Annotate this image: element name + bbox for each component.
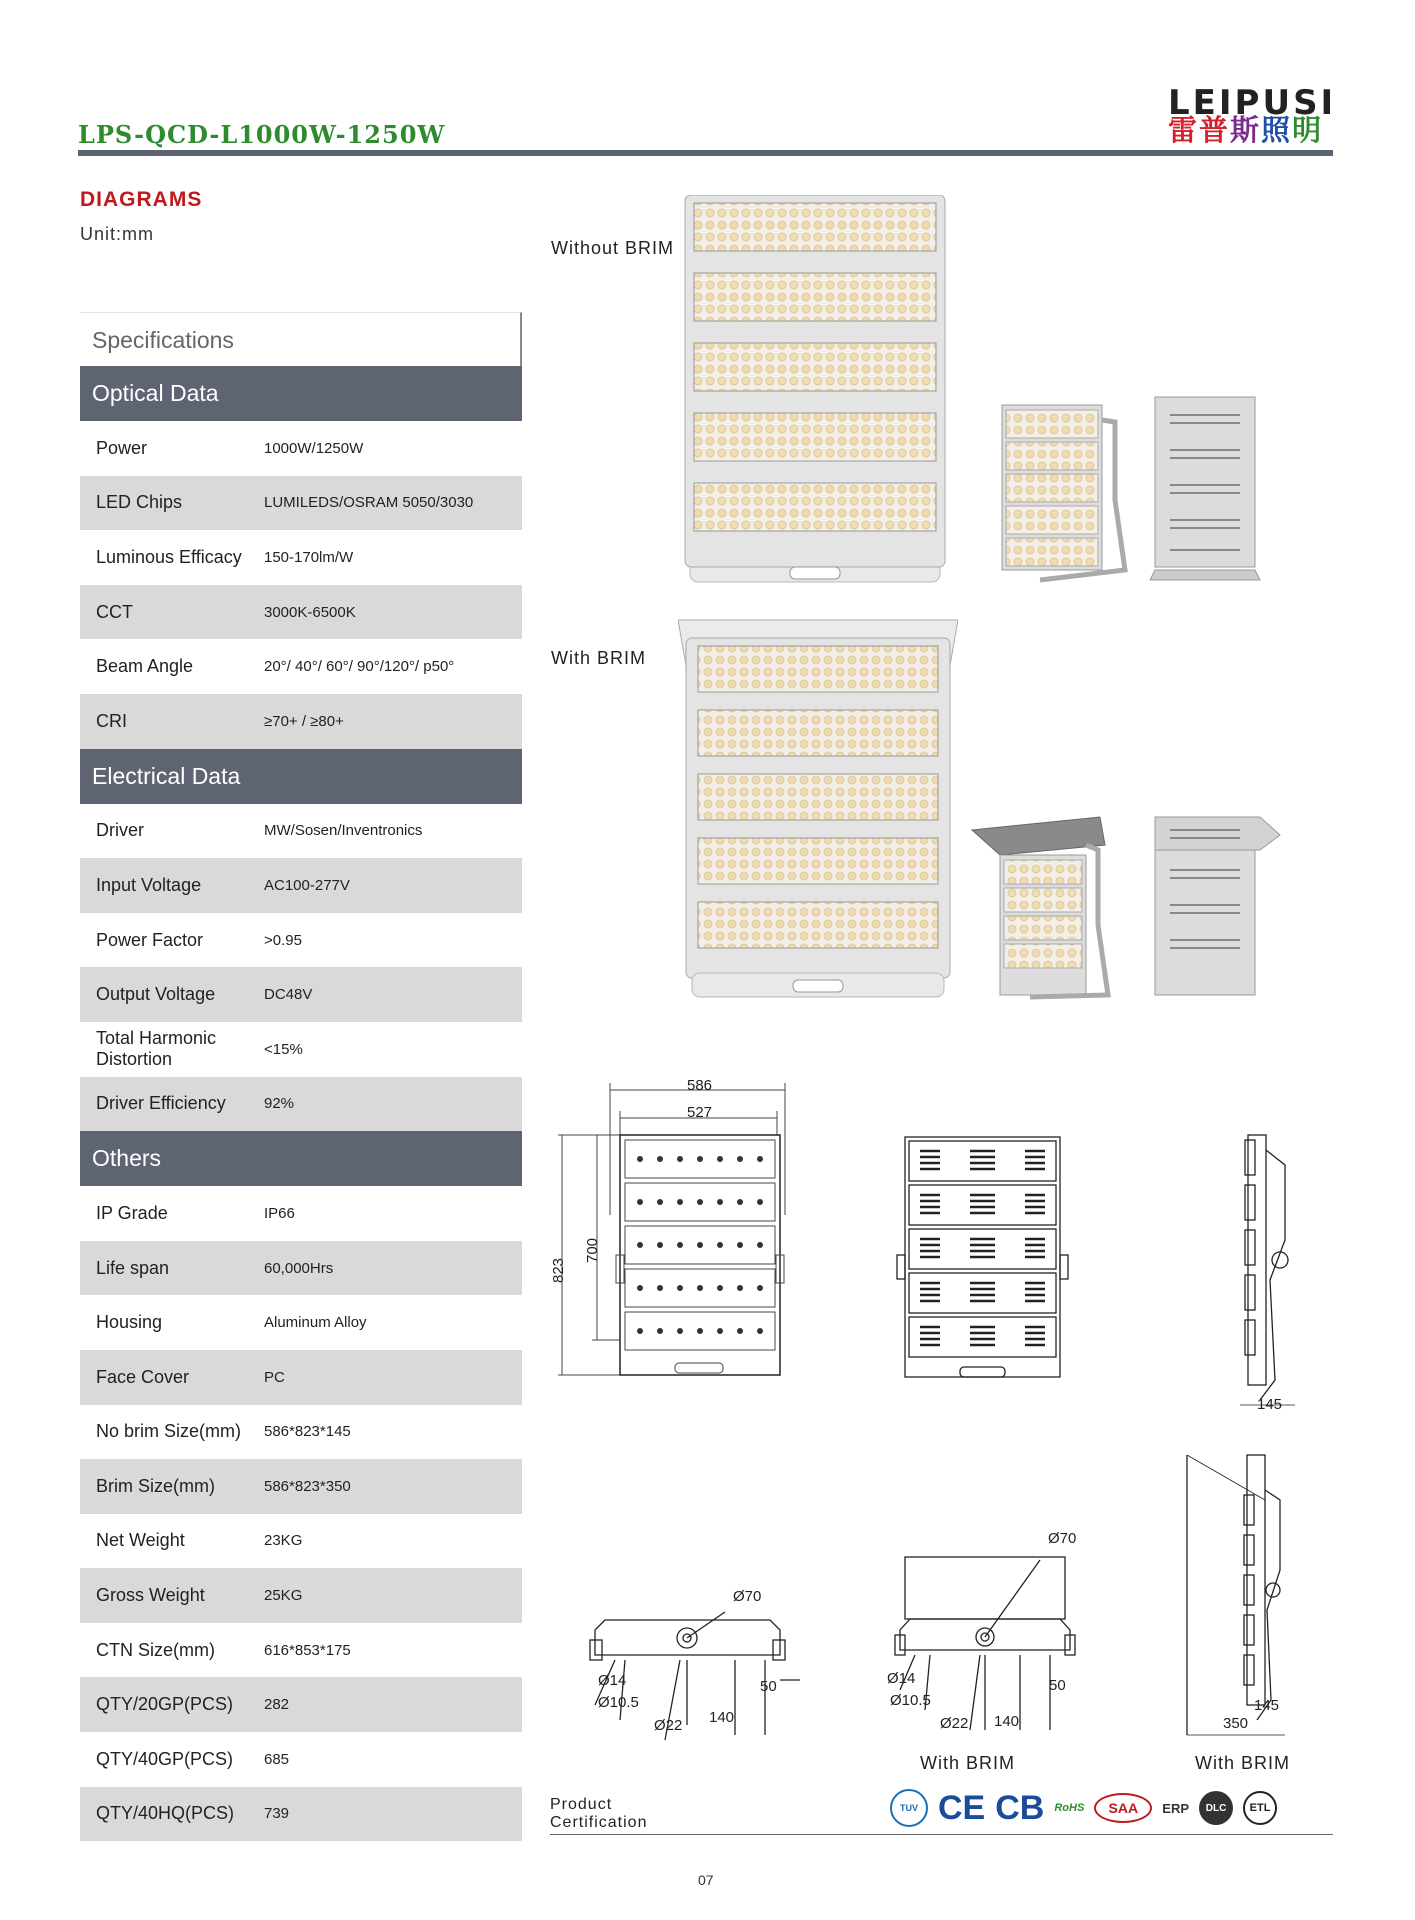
spec-value: >0.95 (264, 931, 302, 949)
fixture-angle-photo (1000, 400, 1130, 585)
spec-value: IP66 (264, 1204, 295, 1222)
spec-heading: Specifications (80, 312, 522, 366)
certification-label (550, 1796, 647, 1832)
cert-divider (550, 1834, 1333, 1835)
spec-label: Life span (96, 1257, 170, 1278)
spec-value: 60,000Hrs (264, 1259, 334, 1277)
spec-value: 3000K-6500K (264, 603, 356, 621)
dim-140-a: 140 (709, 1709, 735, 1726)
caption-with-brim-2: With BRIM (1195, 1753, 1291, 1773)
spec-row (80, 639, 522, 694)
dim-586: 586 (687, 1077, 713, 1094)
spec-label: CRI (96, 710, 127, 731)
cert-icons (890, 1788, 1277, 1828)
spec-label: Housing (96, 1312, 163, 1333)
spec-value: PC (264, 1368, 285, 1386)
spec-label: Luminous Efficacy (96, 546, 242, 567)
spec-label: QTY/20GP(PCS) (96, 1694, 234, 1715)
brand-cn-char: 斯 (1230, 113, 1262, 147)
saa-icon: SAA (1094, 1793, 1152, 1823)
rohs-icon: RoHS (1054, 1802, 1085, 1814)
dim-phi70-a: Ø70 (733, 1588, 762, 1605)
brand-cn-char: 雷 (1168, 113, 1200, 147)
dim-50-a: 50 (760, 1678, 777, 1695)
spec-row (80, 421, 522, 476)
spec-value: 282 (264, 1696, 290, 1714)
spec-label: Power Factor (96, 929, 204, 950)
spec-value: MW/Sosen/Inventronics (264, 822, 423, 840)
dim-phi22-b: Ø22 (940, 1715, 969, 1732)
section-header: Electrical Data (80, 749, 522, 804)
model-title: LPS-QCD-L1000W-1250W (78, 120, 446, 149)
spec-table (80, 312, 522, 1841)
spec-row (80, 1350, 522, 1405)
fixture-brim-back-photo (1150, 815, 1285, 1005)
header-bar (78, 150, 1333, 156)
dim-350: 350 (1223, 1715, 1249, 1732)
fixture-back-photo (1150, 395, 1265, 585)
brand-cn-char: 普 (1199, 113, 1231, 147)
spec-value: Aluminum Alloy (264, 1314, 367, 1332)
without-brim-label: Without BRIM (551, 238, 675, 258)
dim-700: 700 (584, 1237, 602, 1264)
spec-label: Net Weight (96, 1530, 185, 1551)
dim-phi14-b: Ø14 (887, 1670, 916, 1687)
spec-label: CCT (96, 601, 133, 622)
cert-label-line2: Certification (550, 1814, 648, 1831)
spec-label: Beam Angle (96, 656, 194, 677)
tuv-icon: TUV (890, 1789, 928, 1827)
spec-label: IP Grade (96, 1202, 168, 1223)
ce-icon: CE (938, 1788, 986, 1827)
dlc-icon: DLC (1199, 1791, 1233, 1825)
spec-label: Input Voltage (96, 874, 202, 895)
fixture-front-photo (680, 195, 950, 587)
spec-row (80, 858, 522, 913)
spec-value: ≥70+ / ≥80+ (264, 712, 344, 730)
spec-value: 20°/ 40°/ 60°/ 90°/120°/ p50° (264, 658, 455, 676)
dim-phi105-b: Ø10.5 (890, 1692, 931, 1709)
dim-145-brim: 145 (1254, 1697, 1280, 1714)
erp-icon: ERP (1162, 1800, 1190, 1816)
dim-527: 527 (687, 1104, 713, 1121)
spec-row (80, 585, 522, 640)
spec-value: 92% (264, 1095, 295, 1113)
spec-row (80, 1787, 522, 1842)
spec-row (80, 1241, 522, 1296)
spec-row (80, 694, 522, 749)
spec-value: 25KG (264, 1587, 303, 1605)
spec-row (80, 1514, 522, 1569)
section-header: Others (80, 1131, 522, 1186)
spec-row (80, 1186, 522, 1241)
cb-icon: CB (995, 1788, 1045, 1827)
spec-row (80, 1732, 522, 1787)
spec-label: No brim Size(mm) (96, 1421, 242, 1442)
spec-row (80, 1077, 522, 1132)
dim-50-b: 50 (1049, 1677, 1066, 1694)
spec-value: LUMILEDS/OSRAM 5050/3030 (264, 494, 474, 512)
brand-cn-char: 照 (1261, 113, 1293, 147)
spec-label: QTY/40HQ(PCS) (96, 1803, 235, 1824)
spec-row (80, 1022, 522, 1077)
spec-value: AC100-277V (264, 876, 350, 894)
brand-cn-char: 明 (1292, 113, 1324, 147)
spec-label: QTY/40GP(PCS) (96, 1748, 234, 1769)
back-dimension-drawing (895, 1135, 1070, 1385)
brand-logo-cn (1168, 113, 1324, 147)
spec-value: <15% (264, 1040, 303, 1058)
with-brim-label: With BRIM (551, 648, 647, 668)
bottom-view-brim-drawing (890, 1555, 1080, 1740)
section-header: Optical Data (80, 366, 522, 421)
spec-label: Output Voltage (96, 984, 216, 1005)
spec-value: 739 (264, 1805, 290, 1823)
caption-with-brim-1: With BRIM (920, 1753, 1016, 1773)
spec-value: 150-170lm/W (264, 548, 354, 566)
spec-value: 586*823*145 (264, 1423, 351, 1441)
spec-row (80, 476, 522, 531)
dim-823: 823 (550, 1257, 568, 1284)
spec-row (80, 804, 522, 859)
spec-sections (80, 366, 522, 1841)
spec-row (80, 1677, 522, 1732)
spec-value: 616*853*175 (264, 1641, 351, 1659)
cert-label-line1: Product (550, 1796, 613, 1813)
spec-value: 685 (264, 1750, 290, 1768)
spec-label: Power (96, 437, 148, 458)
fixture-brim-angle-photo (970, 815, 1120, 1000)
spec-row (80, 913, 522, 968)
spec-row (80, 1459, 522, 1514)
spec-label: Brim Size(mm) (96, 1475, 215, 1496)
spec-label: Gross Weight (96, 1585, 205, 1606)
spec-row (80, 1295, 522, 1350)
spec-value: DC48V (264, 986, 313, 1004)
dim-phi70-b: Ø70 (1048, 1530, 1077, 1547)
diagrams-title: DIAGRAMS (80, 188, 203, 211)
spec-row (80, 530, 522, 585)
dim-phi22-a: Ø22 (654, 1717, 683, 1734)
dim-145-side: 145 (1257, 1396, 1283, 1413)
spec-value: 586*823*350 (264, 1477, 351, 1495)
dim-phi105-a: Ø10.5 (598, 1694, 639, 1711)
dim-phi14-a: Ø14 (598, 1672, 627, 1689)
unit-text: Unit:mm (80, 224, 154, 244)
spec-label: CTN Size(mm) (96, 1639, 215, 1660)
front-dimension-drawing (550, 1075, 800, 1385)
spec-label: Total Harmonic Distortion (96, 1028, 217, 1070)
side-dimension-drawing (1240, 1130, 1300, 1420)
fixture-brim-front-photo (678, 618, 958, 1003)
spec-row (80, 1568, 522, 1623)
spec-label: Driver (96, 820, 144, 841)
spec-label: Face Cover (96, 1366, 190, 1387)
dim-140-b: 140 (994, 1713, 1020, 1730)
spec-label: LED Chips (96, 492, 183, 513)
spec-row (80, 967, 522, 1022)
spec-value: 1000W/1250W (264, 439, 364, 457)
etl-icon: ETL (1243, 1791, 1277, 1825)
spec-row (80, 1405, 522, 1460)
spec-value: 23KG (264, 1532, 303, 1550)
spec-row (80, 1623, 522, 1678)
brand-logo-en: LEIPUSI (1168, 83, 1337, 123)
spec-label: Driver Efficiency (96, 1093, 226, 1114)
page-number: 07 (698, 1872, 714, 1888)
